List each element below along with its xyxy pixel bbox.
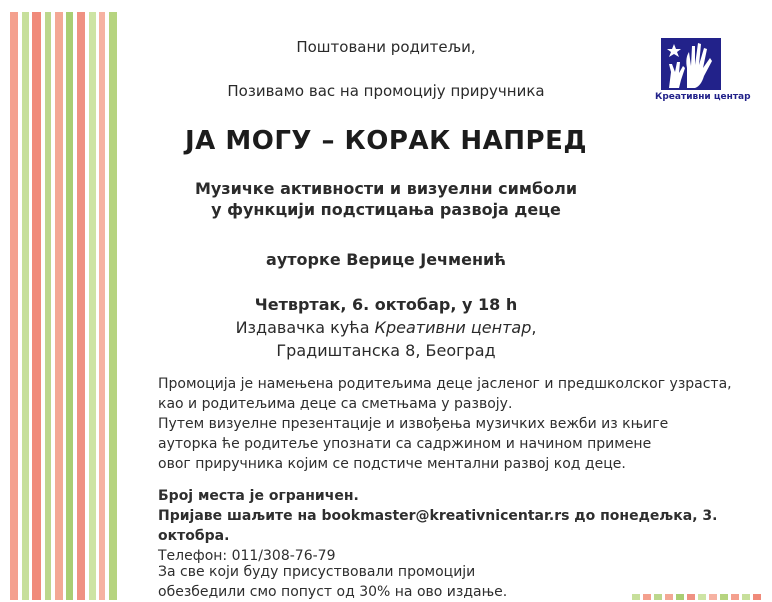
invitation-line: Позивамо вас на промоцију приручника: [227, 82, 545, 100]
logo-text: Креативни центар: [655, 92, 751, 102]
description-line: Путем визуелне презентације и извођења музичких вежби из књиге: [158, 416, 669, 432]
greeting: Поштовани родитељи,: [296, 38, 476, 56]
phone-line: Телефон: 011/308-76-79: [158, 548, 336, 564]
apply-line: Пријаве шаљите на bookmaster@kreativnicentar.rs до понедељка, 3. октобра.: [158, 508, 718, 544]
event-date: Четвртак, 6. октобар, у 18 h: [254, 295, 518, 314]
description: [158, 374, 748, 474]
venue-line: [0, 318, 772, 337]
book-title: ЈА МОГУ – КОРАК НАПРЕД: [185, 126, 587, 156]
venue-name: Креативни центар: [374, 318, 532, 337]
subtitle-line-2: у функцији подстицања развоја деце: [211, 200, 561, 219]
venue-suffix: ,: [531, 318, 537, 337]
description-line: овог приручника којим се подстиче ментални развој код деце.: [158, 456, 626, 472]
description-line: ауторка ће родитеље упознати са садржином и начином примене: [158, 436, 652, 452]
description-line: као и родитељима деце са сметњама у развоју.: [158, 396, 513, 412]
registration-info: [158, 486, 748, 566]
limited-seats: Број места је ограничен.: [158, 488, 359, 504]
address-line: Градиштанска 8, Београд: [276, 341, 496, 360]
description-line: Промоција је намењена родитељима деце јасленог и предшколског узраста,: [158, 376, 732, 392]
discount-line-1: За све који буду присуствовали промоцији: [158, 564, 476, 580]
subtitle-line-1: Музичке активности и визуелни симболи: [194, 179, 578, 198]
discount-line-2: обезбедили смо попуст од 30% на ово издање.: [158, 584, 508, 600]
footer-decoration: [632, 594, 761, 600]
author-line: ауторке Верице Јечменић: [266, 250, 506, 269]
venue-prefix: Издавачка кућа: [235, 318, 375, 337]
